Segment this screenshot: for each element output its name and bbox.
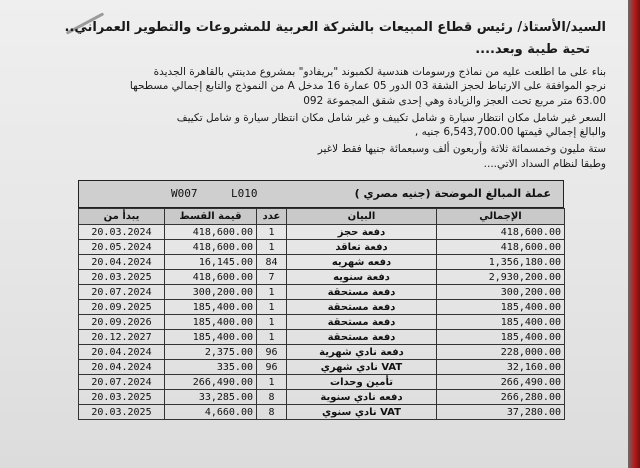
cell-count: 96	[257, 360, 287, 375]
cell-installment: 266,490.00	[165, 375, 257, 390]
cell-start: 20.12.2027	[79, 330, 165, 345]
letter-line-2: نرجو الموافقة على الارتباط لحجز الشقة 03 الدور 05 عمارة 16 مدخل A من النموذج والتابع إجمالي مسطحها	[129, 80, 606, 92]
cell-count: 7	[257, 270, 287, 285]
currency-header	[78, 180, 564, 208]
cell-count: 96	[257, 345, 287, 360]
table-header-row	[79, 209, 565, 225]
letter-line-7: وطبقا لنظام السداد الاتي....	[483, 158, 606, 170]
unit-code-a: W007	[171, 187, 198, 200]
table-row	[79, 315, 565, 330]
cell-installment: 185,400.00	[165, 300, 257, 315]
table-row	[79, 405, 565, 420]
cell-description: VAT نادي سنوي	[287, 405, 437, 420]
cell-description: دفعة تعاقد	[287, 240, 437, 255]
cell-description: دفعه شهريه	[287, 255, 437, 270]
cell-description: تأمين وحدات	[287, 375, 437, 390]
cell-count: 84	[257, 255, 287, 270]
cell-total: 266,490.00	[437, 375, 565, 390]
cell-total: 2,930,200.00	[437, 270, 565, 285]
cell-installment: 33,285.00	[165, 390, 257, 405]
cell-description: دفعة مستحقة	[287, 285, 437, 300]
cell-installment: 2,375.00	[165, 345, 257, 360]
cell-count: 8	[257, 405, 287, 420]
cell-installment: 16,145.00	[165, 255, 257, 270]
cell-count: 1	[257, 240, 287, 255]
cell-description: دفعة مستحقة	[287, 330, 437, 345]
cell-count: 1	[257, 300, 287, 315]
schedule-table	[78, 208, 565, 420]
cell-start: 20.04.2024	[79, 345, 165, 360]
cell-total: 266,280.00	[437, 390, 565, 405]
table-row	[79, 360, 565, 375]
cell-total: 185,400.00	[437, 315, 565, 330]
letter-line-4: السعر غير شامل مكان انتظار سيارة و شامل تكييف و غير شامل مكان انتظار سيارة و شامل تكييف	[176, 112, 606, 124]
cell-start: 20.03.2025	[79, 270, 165, 285]
table-row	[79, 300, 565, 315]
currency-title: عملة المبالغ الموضحة (جنيه مصري )	[354, 187, 551, 200]
cell-description: دفعة حجز	[287, 225, 437, 240]
cell-installment: 335.00	[165, 360, 257, 375]
table-row	[79, 390, 565, 405]
cell-total: 228,000.00	[437, 345, 565, 360]
letter-line-1: بناء على ما اطلعت عليه من نماذج ورسومات هندسية لكمبوند "بريفادو" بمشروع مدينتي بالقاهرة الجديدة	[153, 66, 606, 78]
cell-total: 418,600.00	[437, 240, 565, 255]
cell-description: دفعة سنويه	[287, 270, 437, 285]
cell-total: 185,400.00	[437, 330, 565, 345]
table-row	[79, 375, 565, 390]
cell-count: 1	[257, 315, 287, 330]
cell-count: 1	[257, 375, 287, 390]
greeting: تحية طيبة وبعد....	[475, 42, 590, 57]
table-row	[79, 330, 565, 345]
cell-count: 1	[257, 330, 287, 345]
cell-count: 8	[257, 390, 287, 405]
cell-description: دفعة مستحقة	[287, 315, 437, 330]
cell-start: 20.09.2025	[79, 300, 165, 315]
table-row	[79, 255, 565, 270]
cell-start: 20.04.2024	[79, 255, 165, 270]
cell-start: 20.05.2024	[79, 240, 165, 255]
cell-total: 1,356,180.00	[437, 255, 565, 270]
letter-line-6: ستة مليون وخمسمائة ثلاثة وأربعون ألف وسبعمائة جنيها فقط لاغير	[317, 143, 606, 155]
cell-description: دفعه نادي سنوية	[287, 390, 437, 405]
header-count: عدد	[257, 209, 287, 225]
cell-installment: 185,400.00	[165, 315, 257, 330]
cell-total: 32,160.00	[437, 360, 565, 375]
table-row	[79, 285, 565, 300]
cell-start: 20.03.2025	[79, 405, 165, 420]
cell-count: 1	[257, 225, 287, 240]
cell-installment: 418,600.00	[165, 225, 257, 240]
cell-start: 20.07.2024	[79, 285, 165, 300]
table-row	[79, 345, 565, 360]
table-row	[79, 240, 565, 255]
header-installment: قيمة القسط	[165, 209, 257, 225]
cell-installment: 185,400.00	[165, 330, 257, 345]
cell-installment: 418,600.00	[165, 240, 257, 255]
letter-line-5: والبالغ إجمالي قيمتها 6,543,700.00 جنيه ,	[414, 126, 606, 138]
cell-count: 1	[257, 285, 287, 300]
cell-total: 418,600.00	[437, 225, 565, 240]
letter-line-3: 63.00 متر مربع تحت العجز والزيادة وهي إحدى شقق المجموعة 092	[303, 95, 606, 107]
cell-installment: 300,200.00	[165, 285, 257, 300]
cell-installment: 4,660.00	[165, 405, 257, 420]
cell-start: 20.03.2025	[79, 390, 165, 405]
cell-total: 300,200.00	[437, 285, 565, 300]
unit-code-b: L010	[231, 187, 258, 200]
cell-installment: 418,600.00	[165, 270, 257, 285]
cell-start: 20.07.2024	[79, 375, 165, 390]
cell-start: 20.03.2024	[79, 225, 165, 240]
payment-schedule	[78, 180, 564, 420]
header-start: يبدأ من	[79, 209, 165, 225]
cell-total: 185,400.00	[437, 300, 565, 315]
cell-description: دفعة مستحقة	[287, 300, 437, 315]
cell-description: دفعة نادي شهرية	[287, 345, 437, 360]
cell-description: VAT نادي شهري	[287, 360, 437, 375]
cell-start: 20.04.2024	[79, 360, 165, 375]
cell-total: 37,280.00	[437, 405, 565, 420]
table-row	[79, 225, 565, 240]
header-description: البيان	[287, 209, 437, 225]
table-row	[79, 270, 565, 285]
background-edge	[628, 0, 640, 468]
salutation: السيد/الأستاذ/ رئيس قطاع المبيعات بالشركة العربية للمشروعات والتطوير العمراني..	[64, 20, 606, 35]
cell-start: 20.09.2026	[79, 315, 165, 330]
header-total: الإجمالي	[437, 209, 565, 225]
